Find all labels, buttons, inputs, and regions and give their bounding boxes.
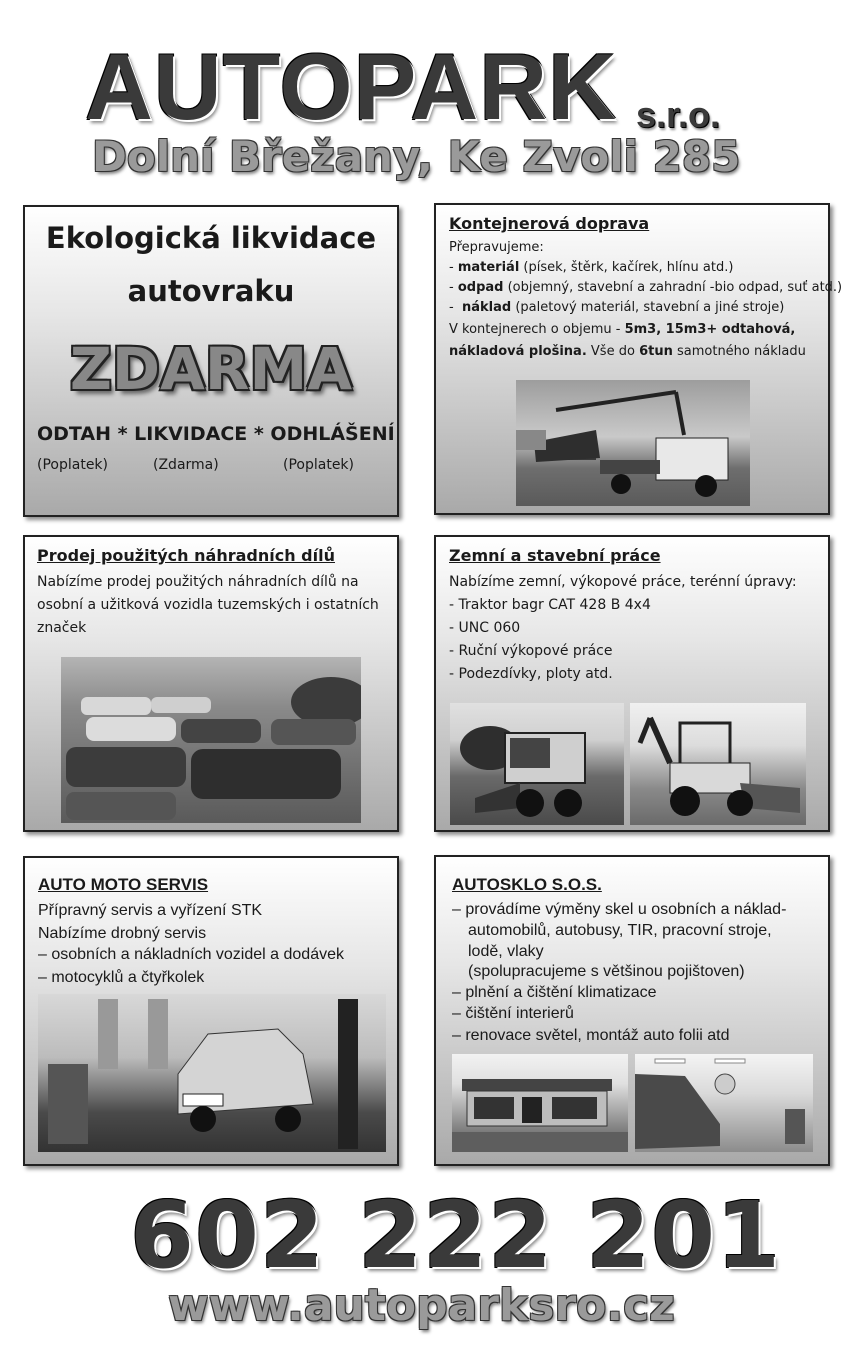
box6-line: – provádíme výměny skel u osobních a náklad- bbox=[452, 901, 787, 918]
loader-illustration bbox=[450, 703, 624, 825]
workshop-photo bbox=[38, 994, 386, 1152]
backhoe-illustration bbox=[630, 703, 806, 825]
website-url[interactable]: www.autoparksro.cz bbox=[168, 1280, 675, 1331]
services-line: ODTAH * LIKVIDACE * ODHLÁŠENÍ bbox=[37, 423, 395, 445]
box5-title: AUTO MOTO SERVIS bbox=[38, 875, 209, 894]
phone-number[interactable]: 602 222 201 bbox=[130, 1182, 782, 1289]
box1-line2: autovraku bbox=[127, 274, 295, 308]
box4-title: Zemní a stavební práce bbox=[449, 546, 661, 565]
box6-line: lodě, vlaky bbox=[468, 943, 544, 960]
box3-line2: osobní a užitková vozidla tuzemských i ostatních bbox=[37, 597, 379, 613]
box2-volume-1: V kontejnerech o objemu - 5m3, 15m3+ odtahová, bbox=[449, 322, 796, 337]
workshop-illustration bbox=[38, 994, 386, 1152]
box-auto-glass bbox=[434, 855, 830, 1166]
shop-illustration bbox=[452, 1054, 628, 1152]
box6-line: – renovace světel, montáž auto folii atd bbox=[452, 1027, 730, 1044]
box6-line: (spolupracujeme s většinou pojištoven) bbox=[468, 963, 745, 980]
box2-item-material: - materiál (písek, štěrk, kačírek, hlínu atd.) bbox=[449, 260, 734, 275]
box-car-service bbox=[23, 856, 399, 1166]
box5-line2: Nabízíme drobný servis bbox=[38, 925, 207, 942]
address: Dolní Břežany, Ke Zvoli 285 bbox=[92, 132, 741, 181]
box4-item: - Traktor bagr CAT 428 B 4x4 bbox=[449, 597, 651, 613]
box6-line: automobilů, autobusy, TIR, pracovní stroje, bbox=[468, 922, 772, 939]
backhoe-photo bbox=[630, 703, 806, 825]
box6-line: – plnění a čištění klimatizace bbox=[452, 984, 657, 1001]
cars-illustration bbox=[61, 657, 361, 823]
box6-line: – čištění interierů bbox=[452, 1005, 574, 1022]
glass-shop-photo bbox=[452, 1054, 628, 1152]
box5-item: – motocyklů a čtyřkolek bbox=[38, 969, 205, 986]
box2-item-cargo: - náklad (paletový materiál, stavební a jiné stroje) bbox=[449, 300, 785, 315]
box1-line1: Ekologická likvidace bbox=[45, 221, 377, 255]
company-suffix: s.r.o. bbox=[636, 94, 721, 135]
fee-towing: (Poplatek) bbox=[37, 457, 108, 473]
box2-item-waste: - odpad (objemný, stavební a zahradní -bio odpad, suť atd.) bbox=[449, 280, 843, 295]
box4-item: - Podezdívky, ploty atd. bbox=[449, 666, 613, 682]
van-illustration bbox=[635, 1054, 813, 1152]
box5-line1: Přípravný servis a vyřízení STK bbox=[38, 902, 263, 919]
truck-photo bbox=[516, 380, 750, 506]
brand-name: AUTOPARK bbox=[85, 34, 617, 139]
scrapyard-photo bbox=[61, 657, 361, 823]
truck-illustration bbox=[516, 380, 750, 506]
box4-item: - Ruční výkopové práce bbox=[449, 643, 613, 659]
box-ecological-disposal bbox=[23, 205, 399, 517]
box3-line3: značek bbox=[37, 620, 87, 636]
box4-item: - UNC 060 bbox=[449, 620, 521, 636]
box2-volume-2: nákladová plošina. Vše do 6tun samotného nákladu bbox=[449, 344, 806, 359]
fee-deregistration: (Poplatek) bbox=[283, 457, 354, 473]
box-used-parts bbox=[23, 535, 399, 832]
box2-intro: Přepravujeme: bbox=[449, 240, 544, 255]
skid-loader-photo bbox=[450, 703, 624, 825]
box6-title: AUTOSKLO S.O.S. bbox=[452, 875, 602, 894]
box5-item: – osobních a nákladních vozidel a dodávek bbox=[38, 946, 344, 963]
fee-disposal: (Zdarma) bbox=[153, 457, 219, 473]
box3-line1: Nabízíme prodej použitých náhradních dílů na bbox=[37, 574, 359, 590]
free-label: ZDARMA bbox=[69, 335, 353, 403]
box-container-transport bbox=[434, 203, 843, 515]
box4-intro: Nabízíme zemní, výkopové práce, terénní úpravy: bbox=[449, 574, 797, 590]
box-earthworks bbox=[434, 535, 830, 832]
glass-interior-photo bbox=[635, 1054, 813, 1152]
box2-title: Kontejnerová doprava bbox=[449, 214, 650, 233]
box3-title: Prodej použitých náhradních dílů bbox=[37, 546, 335, 565]
